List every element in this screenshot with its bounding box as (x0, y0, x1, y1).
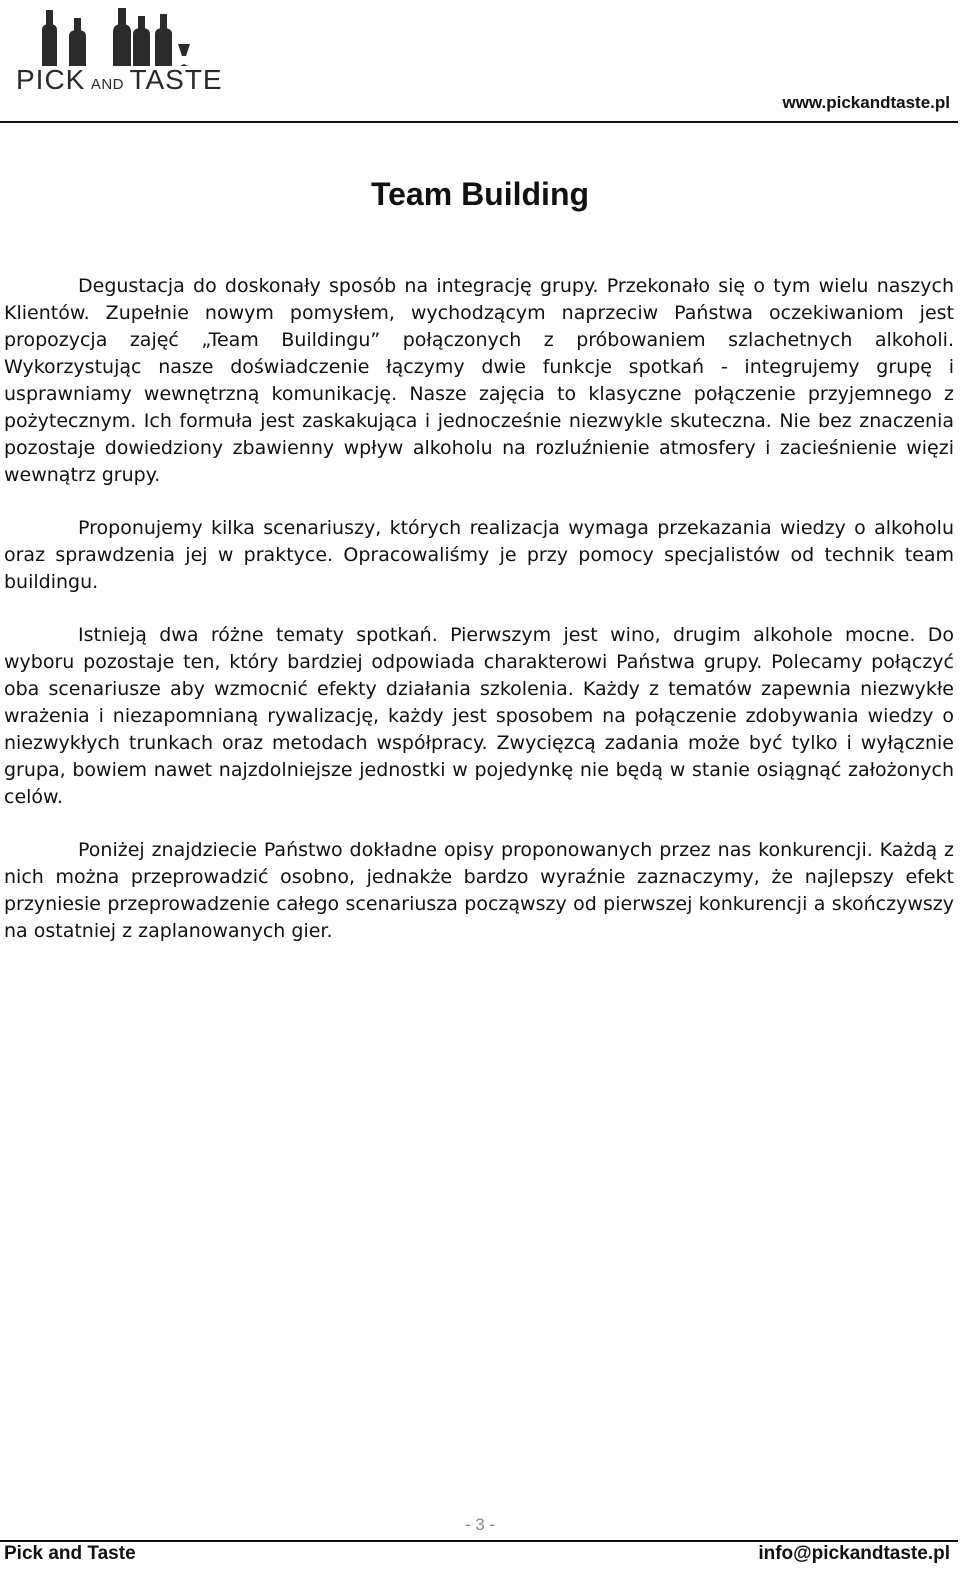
logo-word-and: AND (90, 76, 124, 93)
page-title: Team Building (370, 176, 590, 212)
header-divider (0, 121, 958, 123)
logo-wordmark (16, 64, 223, 96)
document-body (4, 273, 954, 971)
wine-bottles-logo-icon (12, 8, 202, 68)
company-logo (12, 8, 223, 98)
footer-divider (0, 1540, 958, 1542)
paragraph-competitions: Poniżej znajdziecie Państwo dokładne opisy proponowanych przez nas konkurencji. Każdą z nich można przeprowadzić osobno, jednakże bardzo wyraźnie zaznaczymy, że najlepszy efekt przyniesie przeprowadzenie całego scenariusza począwszy od pierwszej konkurencji a skończywszy na ostatniej z zaplanowanych gier. (4, 839, 954, 942)
footer-email-link[interactable]: info@pickandtaste.pl (758, 1543, 950, 1564)
page-number: - 3 - (464, 1515, 496, 1534)
logo-word-pick: PICK (16, 64, 86, 95)
paragraph-topics: Istnieją dwa różne tematy spotkań. Pierwszym jest wino, drugim alkohole mocne. Do wyboru pozostaje ten, który bardziej odpowiada charakterowi Państwa grupy. Polecamy połączyć oba scenariusze aby wzmocnić efekty działania szkolenia. Każdy z tematów zapewnia niezwykłe wrażenia i niezapomnianą rywalizację, każdy jest sposobem na połączenie zdobywania wiedzy o niezwykłych trunkach oraz metodach współpracy. Zwycięzcą zadania może być tylko i wyłącznie grupa, bowiem nawet najzdolniejsze jednostki w pojedynkę nie będą w stanie osiągnąć założonych celów. (4, 624, 954, 808)
footer-company-name: Pick and Taste (4, 1543, 136, 1564)
paragraph-intro: Degustacja do doskonały sposób na integrację grupy. Przekonało się o tym wielu naszych Klientów. Zupełnie nowym pomysłem, wychodzącym naprzeciw Państwa oczekiwaniom jest propozycja zajęć „Team Buildingu” połączonych z próbowaniem szlachetnych alkoholi. Wykorzystując nasze doświadczenie łączymy dwie funkcje spotkań - integrujemy grupę i usprawniamy wewnętrzną komunikację. Nasze zajęcia to klasyczne połączenie przyjemnego z pożytecznym. Ich formuła jest zaskakująca i jednocześnie niezwykle skuteczna. Nie bez znaczenia pozostaje dowiedziony zbawienny wpływ alkoholu na rozluźnienie atmosfery i zacieśnienie więzi wewnątrz grupy. (4, 275, 954, 486)
logo-word-taste: TASTE (129, 64, 223, 95)
paragraph-scenarios: Proponujemy kilka scenariuszy, których realizacja wymaga przekazania wiedzy o alkoholu oraz sprawdzenia jej w praktyce. Opracowaliśmy je przy pomocy specjalistów od technik team buildingu. (4, 517, 954, 593)
header-website-link[interactable]: www.pickandtaste.pl (782, 93, 950, 112)
